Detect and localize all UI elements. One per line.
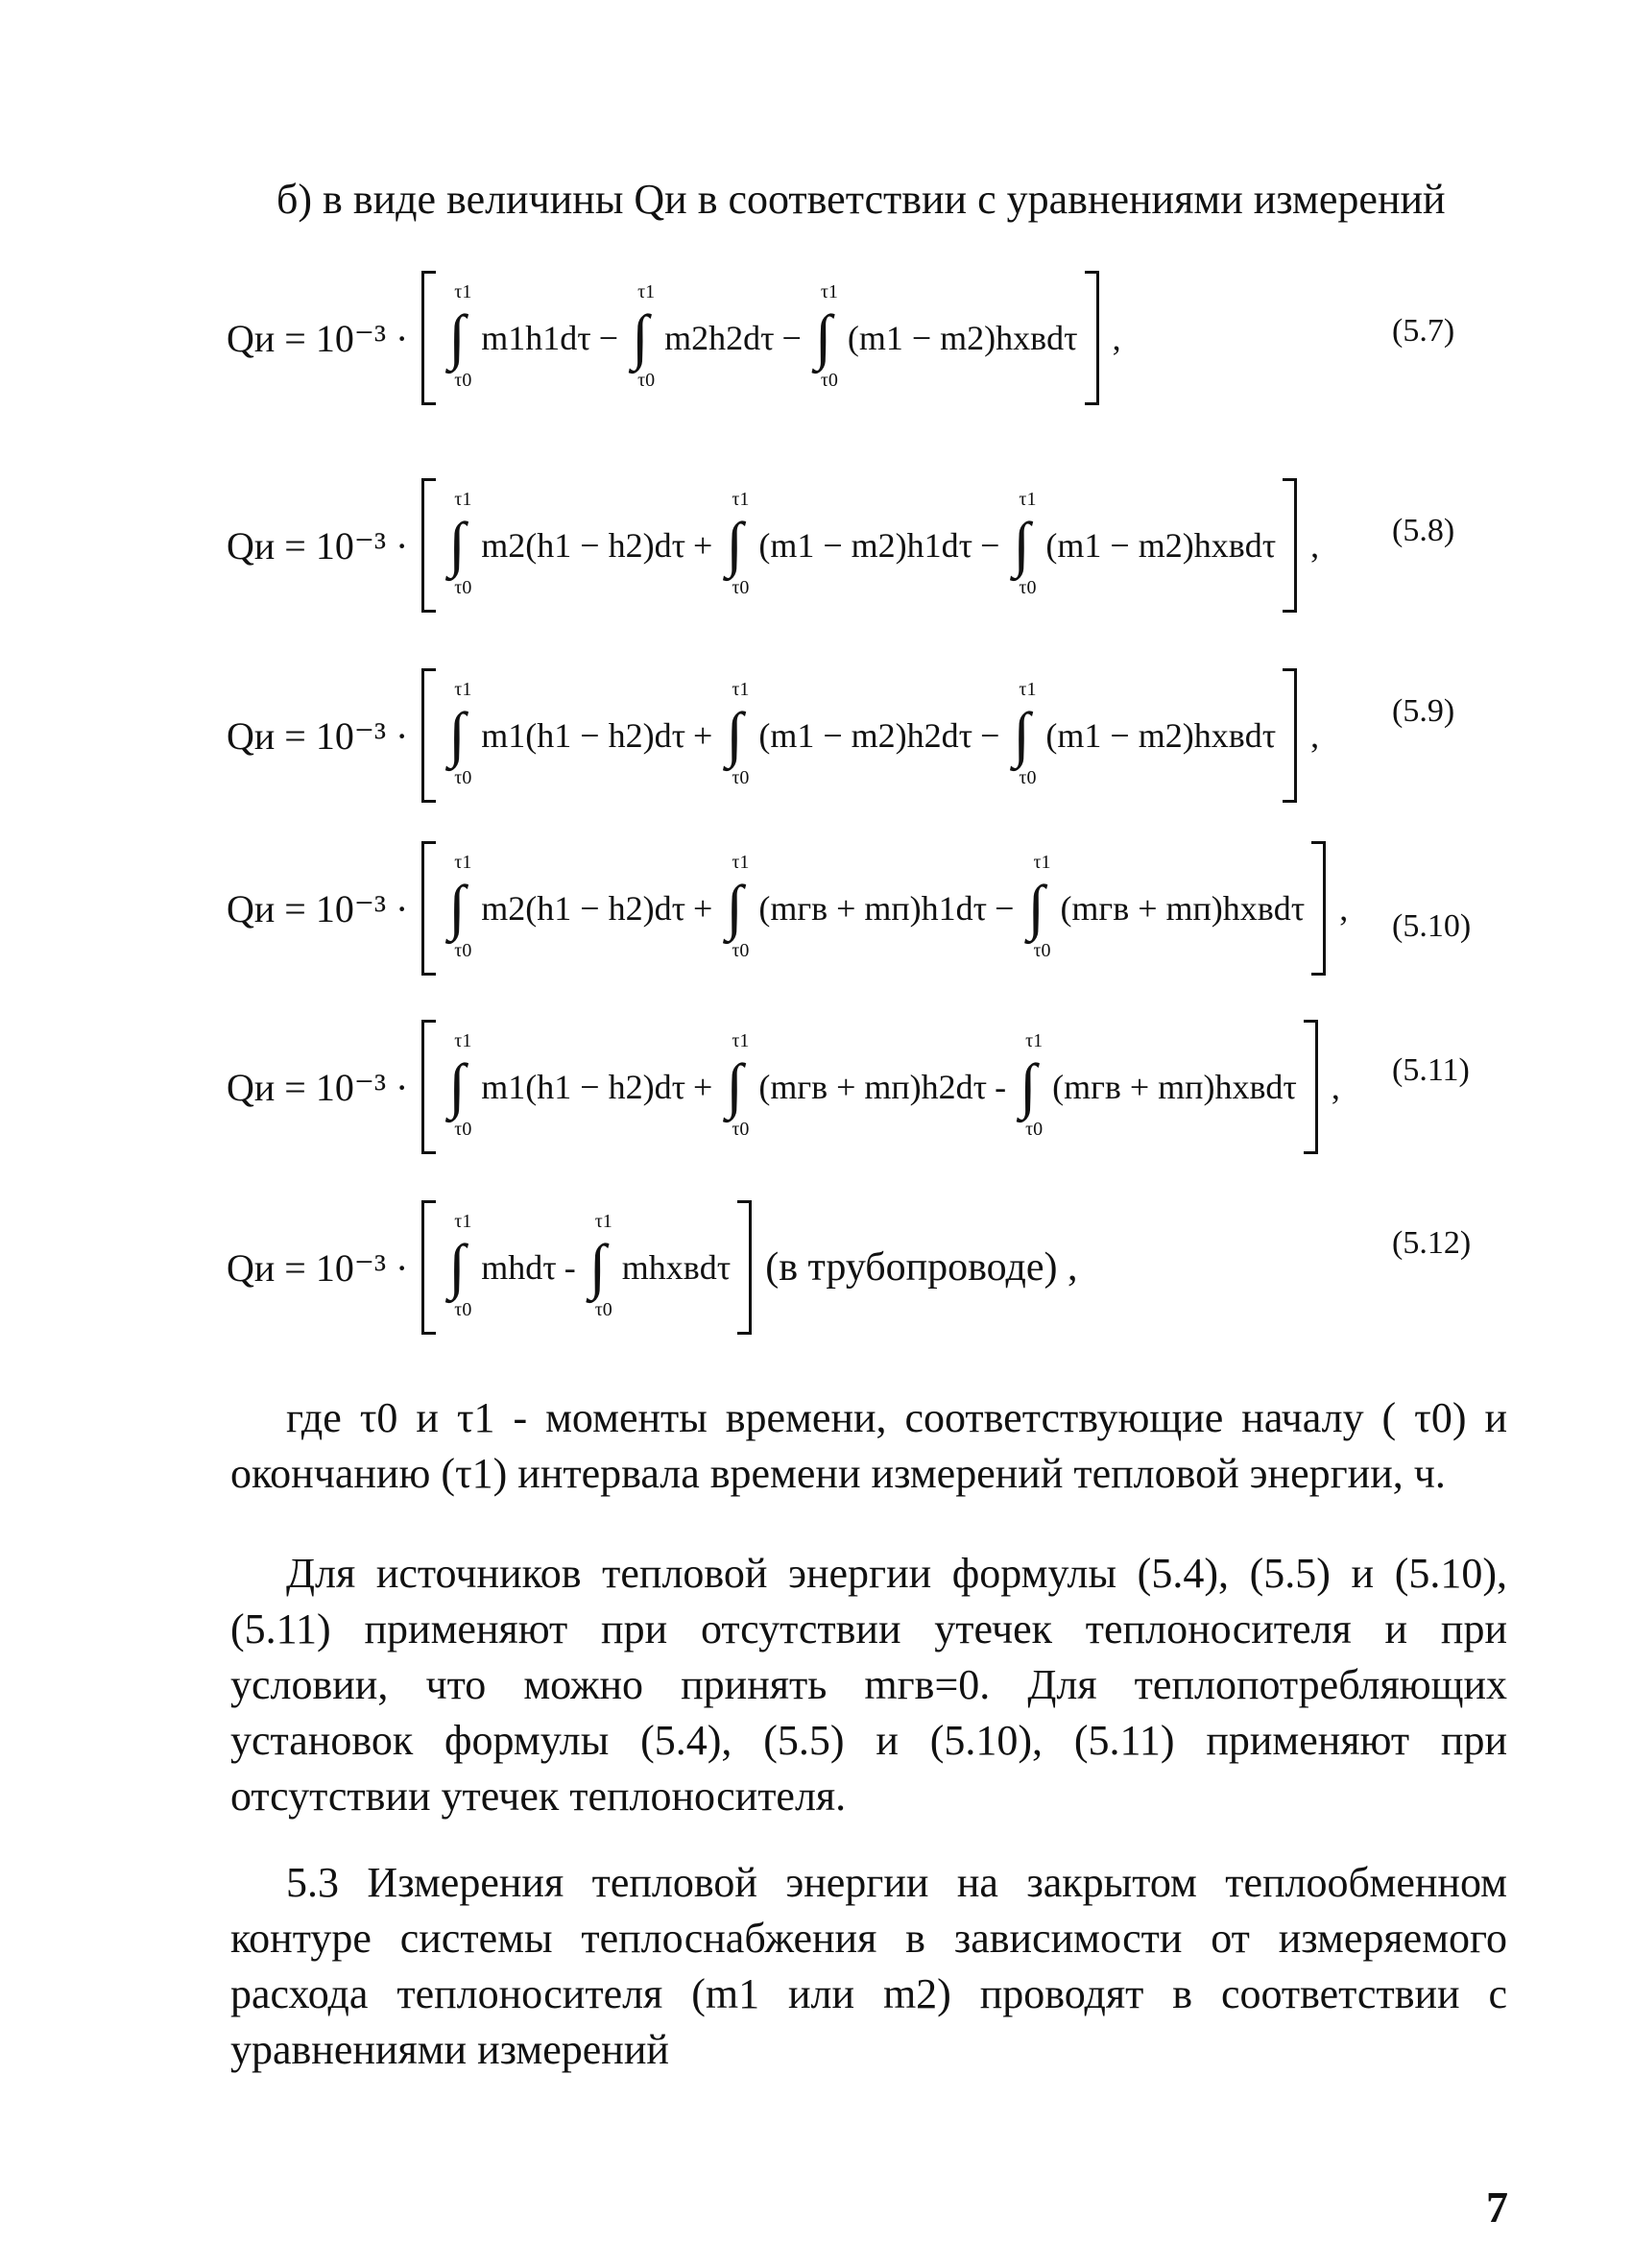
integrand: (m1 − m2)hхвdτ bbox=[1045, 716, 1277, 755]
operator: + bbox=[693, 889, 713, 928]
integrand: (mгв + mп)hхвdτ bbox=[1060, 889, 1306, 928]
integral: τ1 ∫ τ0 bbox=[1027, 852, 1051, 961]
operator: − bbox=[980, 526, 1000, 565]
equation-5-7 bbox=[227, 271, 1121, 405]
integrand: (mгв + mп)h1dτ bbox=[758, 889, 988, 928]
integral: τ1 ∫ τ0 bbox=[726, 852, 750, 961]
equation-number: (5.8) bbox=[1392, 513, 1455, 548]
paragraph-5-3 bbox=[230, 1855, 1507, 2078]
bracket bbox=[418, 668, 1301, 803]
integrand: (m1 − m2)hхвdτ bbox=[1045, 526, 1277, 565]
paragraph-text: 5.3 Измерения тепловой энергии на закрытом теплообменном контуре системы теплоснабжения в зависимости от измеряемого расхода теплоносителя (m1 или m2) проводят в соответствии с уравнениями измерений bbox=[230, 1859, 1507, 2073]
equation-5-9 bbox=[227, 668, 1319, 803]
operator: + bbox=[693, 716, 713, 755]
operator: - bbox=[564, 1248, 576, 1287]
integral: τ1 ∫ τ0 bbox=[448, 679, 472, 788]
equation-number: (5.12) bbox=[1392, 1225, 1472, 1261]
equation-tail: , bbox=[1310, 526, 1320, 565]
operator: + bbox=[693, 526, 713, 565]
integral: τ1 ∫ τ0 bbox=[814, 281, 838, 391]
equation-tail: , bbox=[1112, 319, 1121, 357]
integrand: m2(h1 − h2)dτ bbox=[481, 889, 686, 928]
integral: τ1 ∫ τ0 bbox=[448, 1030, 472, 1140]
equation-number: (5.7) bbox=[1392, 313, 1455, 349]
paragraph-where bbox=[230, 1390, 1507, 1502]
equation-lhs: Qи = 10⁻³ · bbox=[227, 713, 409, 758]
bracket bbox=[418, 841, 1330, 976]
integrand: (m1 − m2)hхвdτ bbox=[847, 319, 1078, 357]
integral: τ1 ∫ τ0 bbox=[448, 852, 472, 961]
integral: τ1 ∫ τ0 bbox=[726, 489, 750, 598]
integrand: (mгв + mп)h2dτ bbox=[758, 1068, 988, 1106]
integral: τ1 ∫ τ0 bbox=[448, 1211, 472, 1320]
equation-lhs: Qи = 10⁻³ · bbox=[227, 886, 409, 930]
integral: τ1 ∫ τ0 bbox=[448, 489, 472, 598]
equation-5-11 bbox=[227, 1020, 1340, 1154]
equation-5-12 bbox=[227, 1200, 1077, 1335]
integral: τ1 ∫ τ0 bbox=[726, 679, 750, 788]
integrand: m1(h1 − h2)dτ bbox=[481, 1068, 686, 1106]
page-number: 7 bbox=[1486, 2183, 1508, 2232]
equation-5-8 bbox=[227, 478, 1319, 613]
equation-tail: , bbox=[1339, 889, 1349, 928]
integrand: mhхвdτ bbox=[621, 1248, 732, 1287]
paragraph-text: Для источников тепловой энергии формулы (5.4), (5.5) и (5.10), (5.11) применяют при отсутствии утечек теплоносителя и при условии, что можно принять mгв=0. Для теплопотребляющих установок формулы (5.4), (5.5) и (5.10), (5.11) применяют при отсутствии утечек теплоносителя. bbox=[230, 1550, 1507, 1820]
bracket bbox=[418, 1200, 756, 1335]
operator: − bbox=[995, 889, 1015, 928]
operator: - bbox=[995, 1068, 1007, 1106]
integrand: (m1 − m2)h1dτ bbox=[758, 526, 973, 565]
operator: − bbox=[781, 319, 802, 357]
integral: τ1 ∫ τ0 bbox=[448, 281, 472, 391]
integral: τ1 ∫ τ0 bbox=[1020, 1030, 1044, 1140]
bracket bbox=[418, 271, 1102, 405]
integral: τ1 ∫ τ0 bbox=[726, 1030, 750, 1140]
operator: + bbox=[693, 1068, 713, 1106]
integral: τ1 ∫ τ0 bbox=[1013, 679, 1037, 788]
equation-lhs: Qи = 10⁻³ · bbox=[227, 1245, 409, 1290]
equation-lhs: Qи = 10⁻³ · bbox=[227, 523, 409, 567]
equation-tail: , bbox=[1331, 1068, 1340, 1106]
integrand: (m1 − m2)h2dτ bbox=[758, 716, 973, 755]
paragraph-text: где τ0 и τ1 - моменты времени, соответствующие началу ( τ0) и окончанию (τ1) интервала времени измерений тепловой энергии, ч. bbox=[230, 1394, 1507, 1497]
integral: τ1 ∫ τ0 bbox=[632, 281, 656, 391]
equation-tail: , bbox=[1310, 716, 1320, 755]
equation-tail: (в трубопроводе) , bbox=[765, 1245, 1078, 1290]
operator: − bbox=[598, 319, 619, 357]
bracket bbox=[418, 1020, 1322, 1154]
intro-line: б) в виде величины Qи в соответствии с уравнениями измерений bbox=[276, 176, 1446, 223]
integral: τ1 ∫ τ0 bbox=[588, 1211, 612, 1320]
equation-number: (5.11) bbox=[1392, 1052, 1470, 1088]
equation-number: (5.10) bbox=[1392, 908, 1472, 944]
integrand: m2(h1 − h2)dτ bbox=[481, 526, 686, 565]
equation-lhs: Qи = 10⁻³ · bbox=[227, 1065, 409, 1109]
equation-number: (5.9) bbox=[1392, 693, 1455, 729]
integrand: m1h1dτ bbox=[481, 319, 591, 357]
integrand: m2h2dτ bbox=[664, 319, 775, 357]
integral: τ1 ∫ τ0 bbox=[1013, 489, 1037, 598]
bracket bbox=[418, 478, 1301, 613]
integrand: (mгв + mп)hхвdτ bbox=[1052, 1068, 1297, 1106]
integrand: mhdτ bbox=[481, 1248, 557, 1287]
integrand: m1(h1 − h2)dτ bbox=[481, 716, 686, 755]
equation-lhs: Qи = 10⁻³ · bbox=[227, 316, 409, 360]
paragraph-sources bbox=[230, 1546, 1507, 1824]
operator: − bbox=[980, 716, 1000, 755]
equation-5-10 bbox=[227, 841, 1348, 976]
